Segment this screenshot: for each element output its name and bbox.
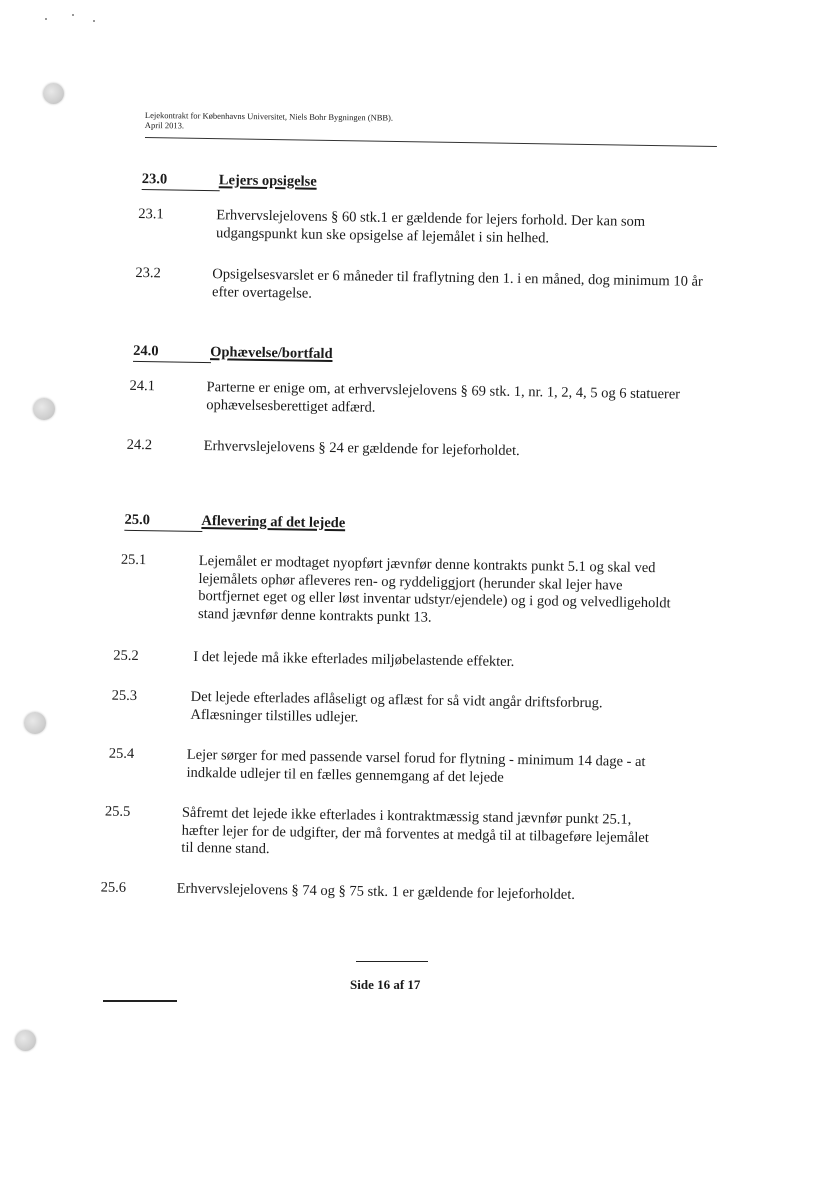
clause-number: 24.1 [129, 377, 156, 395]
clause-text: I det lejede må ikke efterlades miljøbelastende effekter. [193, 648, 515, 670]
header-line-2: April 2013. [144, 119, 185, 131]
clause-text: Opsigelsesvarslet er 6 måneder til fraflytning den 1. i en måned, dog minimum 10 år efter overtagelse. [211, 266, 703, 302]
clause-number: 25.4 [108, 745, 135, 762]
section-title: Ophævelse/bortfald [210, 344, 333, 363]
section-title: Aflevering af det lejede [201, 513, 346, 532]
clause-text: Såfremt det lejede ikke efterlades i kontraktmæssig stand jævnfør punkt 25.1, hæfter lejer for de udgifter, der må forventes at medgå til at tilbageføre lejemålet til denne stand. [181, 804, 649, 858]
clause-number: 23.1 [138, 205, 164, 223]
clause-number: 25.2 [113, 647, 139, 665]
section-number: 25.0 [124, 512, 202, 532]
clause-text: Erhvervslejelovens § 24 er gældende for lejeforholdet. [203, 438, 520, 459]
clause-text: Erhvervslejelovens § 74 og § 75 stk. 1 er gældende for lejeforholdet. [176, 880, 576, 903]
page-number: Side 16 af 17 [350, 977, 421, 992]
clause-text: Parterne er enige om, at erhvervslejelovens § 69 stk. 1, nr. 1, 2, 4, 5 og 6 statuerer ophævelsesberettiget adfærd. [206, 379, 681, 416]
clause-number: 25.3 [111, 687, 138, 705]
clause-text: Lejer sørger for med passende varsel forud for flytning - minimum 14 dage - at indkalde udlejer til en fælles gennemgang af det lejede [186, 746, 646, 786]
clause-number: 25.5 [104, 803, 131, 820]
section-number: 24.0 [133, 343, 211, 363]
footer-divider [356, 961, 428, 962]
header-line-1: Lejekontrakt for Københavns Universitet, Niels Bohr Bygningen (NBB). [144, 110, 394, 123]
clause-text: Erhvervslejelovens § 60 stk.1 er gældende for lejers forhold. Der kan som udgangspunkt kun ske opsigelse af lejemålet i sin helhed. [215, 207, 646, 246]
clause-number: 24.2 [126, 436, 153, 454]
clause-number: 23.2 [135, 264, 161, 282]
section-title: Lejers opsigelse [218, 172, 317, 190]
clause-number: 25.1 [120, 551, 147, 569]
section-number: 23.0 [142, 171, 220, 191]
margin-mark [103, 1000, 177, 1002]
clause-text: Lejemålet er modtaget nyopført jævnfør denne kontrakts punkt 5.1 og skal ved lejemålets ophør afleveres ren- og ryddeliggjort (herunder skal lejer have bortfjernet eget og eller løst inventar udstyr/ejendele) og i god og velvedligeholdt stand jævnfør denne kontrakts punkt 13. [197, 552, 671, 626]
clause-text: Det lejede efterlades aflåseligt og aflæst for så vidt angår driftsforbrug. Aflæsninger tilstilles udlejer. [190, 688, 603, 725]
clause-number: 25.6 [100, 879, 127, 896]
